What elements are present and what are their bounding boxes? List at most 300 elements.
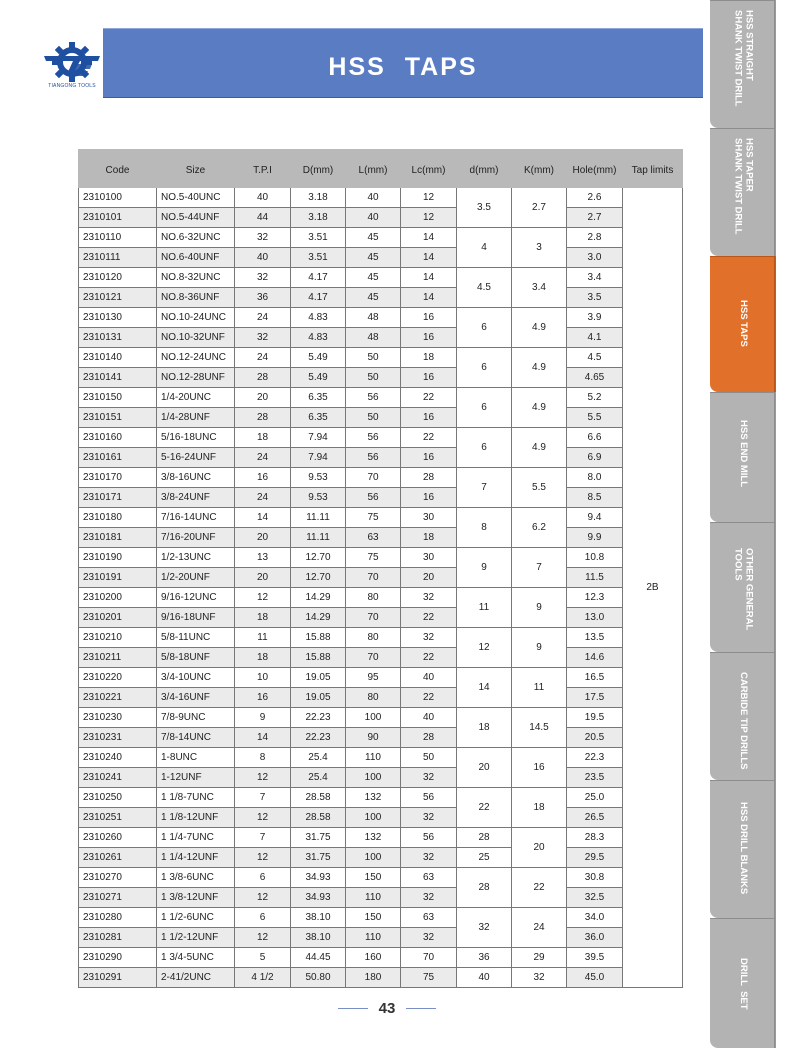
cell-d-large: 12.70	[291, 548, 346, 568]
cell-tpi: 44	[235, 208, 291, 228]
cell-hole: 6.9	[567, 448, 623, 468]
cell-d-large: 12.70	[291, 568, 346, 588]
cell-tpi: 24	[235, 308, 291, 328]
cell-hole: 13.0	[567, 608, 623, 628]
cell-lc: 32	[401, 888, 457, 908]
cell-code: 2310201	[79, 608, 157, 628]
cell-size: NO.12-28UNF	[157, 368, 235, 388]
cell-tpi: 8	[235, 748, 291, 768]
cell-lc: 16	[401, 488, 457, 508]
cell-d-large: 3.51	[291, 228, 346, 248]
cell-tpi: 28	[235, 368, 291, 388]
cell-hole: 2.7	[567, 208, 623, 228]
cell-lc: 63	[401, 868, 457, 888]
table-row	[79, 788, 683, 808]
cell-hole: 5.5	[567, 408, 623, 428]
cell-size: 2-41/2UNC	[157, 968, 235, 988]
cell-d-large: 34.93	[291, 888, 346, 908]
cell-size: 5/16-18UNC	[157, 428, 235, 448]
cell-l: 100	[346, 708, 401, 728]
table-row	[79, 288, 683, 308]
cell-d-large: 4.83	[291, 308, 346, 328]
cell-lc: 30	[401, 548, 457, 568]
cell-size: NO.12-24UNC	[157, 348, 235, 368]
table-row	[79, 828, 683, 848]
cell-hole: 4.5	[567, 348, 623, 368]
cell-code: 2310241	[79, 768, 157, 788]
table-row	[79, 248, 683, 268]
cell-code: 2310250	[79, 788, 157, 808]
table-row	[79, 448, 683, 468]
cell-d-large: 28.58	[291, 788, 346, 808]
table-row	[79, 528, 683, 548]
table-row	[79, 468, 683, 488]
cell-d-large: 19.05	[291, 668, 346, 688]
cell-d-large: 15.88	[291, 628, 346, 648]
cell-d-small: 14	[457, 668, 512, 708]
cell-size: NO.10-24UNC	[157, 308, 235, 328]
cell-lc: 12	[401, 208, 457, 228]
cell-code: 2310280	[79, 908, 157, 928]
table-row	[79, 608, 683, 628]
tab-label: HSS DRILL BLANKS	[737, 802, 749, 895]
cell-lc: 14	[401, 268, 457, 288]
table-row	[79, 188, 683, 208]
tab-hss-end-mill[interactable]	[710, 392, 776, 522]
cell-k: 4.9	[512, 348, 567, 388]
cell-d-small: 4	[457, 228, 512, 268]
cell-tpi: 32	[235, 228, 291, 248]
cell-k: 9	[512, 588, 567, 628]
cell-lc: 50	[401, 748, 457, 768]
cell-d-small: 36	[457, 948, 512, 968]
cell-code: 2310270	[79, 868, 157, 888]
table-row	[79, 648, 683, 668]
cell-code: 2310110	[79, 228, 157, 248]
cell-code: 2310220	[79, 668, 157, 688]
cell-code: 2310180	[79, 508, 157, 528]
cell-hole: 2.8	[567, 228, 623, 248]
cell-code: 2310150	[79, 388, 157, 408]
cell-code: 2310161	[79, 448, 157, 468]
cell-l: 70	[346, 568, 401, 588]
tab-label: HSS TAPER SHANK TWIST DRILL	[732, 138, 755, 235]
table-row	[79, 688, 683, 708]
cell-tpi: 14	[235, 508, 291, 528]
cell-d-large: 7.94	[291, 428, 346, 448]
cell-lc: 40	[401, 668, 457, 688]
cell-d-large: 38.10	[291, 908, 346, 928]
tab-label: HSS STRAIGHT SHANK TWIST DRILL	[732, 10, 755, 107]
cell-code: 2310191	[79, 568, 157, 588]
cell-lc: 16	[401, 328, 457, 348]
cell-tpi: 12	[235, 808, 291, 828]
table-row	[79, 328, 683, 348]
cell-d-large: 25.4	[291, 748, 346, 768]
cell-hole: 13.5	[567, 628, 623, 648]
table-row	[79, 728, 683, 748]
table-row	[79, 348, 683, 368]
cell-tpi: 36	[235, 288, 291, 308]
cell-size: 1 1/4-12UNF	[157, 848, 235, 868]
cell-d-large: 28.58	[291, 808, 346, 828]
cell-d-small: 3.5	[457, 188, 512, 228]
cell-size: 5/8-11UNC	[157, 628, 235, 648]
cell-d-large: 31.75	[291, 848, 346, 868]
cell-k: 11	[512, 668, 567, 708]
cell-size: 1 3/8-12UNF	[157, 888, 235, 908]
cell-lc: 14	[401, 228, 457, 248]
table-row	[79, 408, 683, 428]
tab-label: OTHER GENERAL TOOLS	[732, 548, 755, 631]
cell-d-small: 20	[457, 748, 512, 788]
table-row	[79, 228, 683, 248]
cell-l: 75	[346, 548, 401, 568]
cell-d-large: 14.29	[291, 588, 346, 608]
cell-code: 2310211	[79, 648, 157, 668]
cell-size: NO.5-44UNF	[157, 208, 235, 228]
cell-d-small: 9	[457, 548, 512, 588]
cell-hole: 14.6	[567, 648, 623, 668]
cell-size: 1-8UNC	[157, 748, 235, 768]
table-row	[79, 568, 683, 588]
cell-l: 110	[346, 928, 401, 948]
cell-lc: 16	[401, 368, 457, 388]
cell-hole: 25.0	[567, 788, 623, 808]
cell-lc: 12	[401, 188, 457, 208]
cell-size: 1 1/8-12UNF	[157, 808, 235, 828]
cell-k: 16	[512, 748, 567, 788]
cell-l: 56	[346, 428, 401, 448]
cell-l: 160	[346, 948, 401, 968]
cell-hole: 3.0	[567, 248, 623, 268]
cell-hole: 45.0	[567, 968, 623, 988]
cell-size: NO.6-32UNC	[157, 228, 235, 248]
cell-code: 2310231	[79, 728, 157, 748]
cell-tap-limits: 2B	[623, 188, 683, 988]
cell-tpi: 12	[235, 888, 291, 908]
cell-code: 2310130	[79, 308, 157, 328]
tab-drill-set[interactable]	[710, 918, 776, 1048]
cell-d-small: 12	[457, 628, 512, 668]
cell-code: 2310240	[79, 748, 157, 768]
tab-label: HSS END MILL	[737, 420, 749, 488]
cell-d-large: 50.80	[291, 968, 346, 988]
cell-l: 45	[346, 288, 401, 308]
cell-l: 50	[346, 348, 401, 368]
page-number: 43	[378, 1000, 396, 1017]
cell-tpi: 18	[235, 428, 291, 448]
cell-size: 3/4-10UNC	[157, 668, 235, 688]
cell-size: NO.10-32UNF	[157, 328, 235, 348]
cell-d-large: 4.83	[291, 328, 346, 348]
header-tpi: T.P.I	[235, 150, 291, 188]
cell-k: 6.2	[512, 508, 567, 548]
cell-tpi: 12	[235, 928, 291, 948]
cell-d-large: 5.49	[291, 348, 346, 368]
cell-d-large: 15.88	[291, 648, 346, 668]
cell-l: 100	[346, 768, 401, 788]
cell-tpi: 14	[235, 728, 291, 748]
table-row	[79, 708, 683, 728]
cell-code: 2310190	[79, 548, 157, 568]
cell-lc: 28	[401, 468, 457, 488]
cell-code: 2310260	[79, 828, 157, 848]
cell-l: 90	[346, 728, 401, 748]
cell-d-large: 3.18	[291, 208, 346, 228]
cell-tpi: 6	[235, 908, 291, 928]
cell-l: 150	[346, 868, 401, 888]
cell-l: 75	[346, 508, 401, 528]
table-body	[79, 188, 683, 988]
cell-k: 29	[512, 948, 567, 968]
cell-l: 40	[346, 208, 401, 228]
cell-hole: 8.0	[567, 468, 623, 488]
cell-tpi: 16	[235, 468, 291, 488]
table-row	[79, 748, 683, 768]
cell-hole: 34.0	[567, 908, 623, 928]
cell-lc: 22	[401, 648, 457, 668]
cell-size: 7/8-14UNC	[157, 728, 235, 748]
cell-d-small: 25	[457, 848, 512, 868]
cell-lc: 56	[401, 788, 457, 808]
cell-lc: 32	[401, 768, 457, 788]
header-d-large: D(mm)	[291, 150, 346, 188]
cell-size: 1-12UNF	[157, 768, 235, 788]
cell-tpi: 20	[235, 528, 291, 548]
cell-d-small: 6	[457, 308, 512, 348]
table-row	[79, 868, 683, 888]
tab-carbide-tip-drills[interactable]	[710, 652, 776, 780]
cell-lc: 14	[401, 288, 457, 308]
cell-l: 56	[346, 488, 401, 508]
cell-code: 2310281	[79, 928, 157, 948]
cell-lc: 32	[401, 848, 457, 868]
cell-k: 2.7	[512, 188, 567, 228]
table-row	[79, 628, 683, 648]
cell-tpi: 4 1/2	[235, 968, 291, 988]
cell-lc: 32	[401, 928, 457, 948]
header-size: Size	[157, 150, 235, 188]
cell-tpi: 10	[235, 668, 291, 688]
cell-k: 22	[512, 868, 567, 908]
cell-hole: 2.6	[567, 188, 623, 208]
cell-lc: 20	[401, 568, 457, 588]
cell-tpi: 28	[235, 408, 291, 428]
cell-hole: 4.1	[567, 328, 623, 348]
cell-l: 95	[346, 668, 401, 688]
cell-hole: 12.3	[567, 588, 623, 608]
cell-hole: 9.9	[567, 528, 623, 548]
cell-tpi: 7	[235, 828, 291, 848]
cell-hole: 32.5	[567, 888, 623, 908]
cell-tpi: 24	[235, 488, 291, 508]
cell-hole: 3.5	[567, 288, 623, 308]
cell-d-small: 18	[457, 708, 512, 748]
table-row	[79, 548, 683, 568]
table-row	[79, 488, 683, 508]
cell-hole: 9.4	[567, 508, 623, 528]
cell-size: 7/16-14UNC	[157, 508, 235, 528]
header-code: Code	[79, 150, 157, 188]
cell-tpi: 18	[235, 608, 291, 628]
header-k: K(mm)	[512, 150, 567, 188]
page-title: HSS TAPS	[328, 53, 478, 81]
cell-tpi: 13	[235, 548, 291, 568]
cell-lc: 32	[401, 808, 457, 828]
cell-d-large: 19.05	[291, 688, 346, 708]
tab-hss-taper-shank-twist-drill[interactable]	[710, 128, 776, 256]
cell-code: 2310121	[79, 288, 157, 308]
cell-k: 32	[512, 968, 567, 988]
cell-size: 5-16-24UNF	[157, 448, 235, 468]
cell-lc: 18	[401, 528, 457, 548]
table-row	[79, 888, 683, 908]
cell-code: 2310291	[79, 968, 157, 988]
header-hole: Hole(mm)	[567, 150, 623, 188]
table-row	[79, 388, 683, 408]
cell-d-small: 6	[457, 428, 512, 468]
cell-l: 63	[346, 528, 401, 548]
cell-k: 4.9	[512, 308, 567, 348]
cell-code: 2310131	[79, 328, 157, 348]
header-tap-limits: Tap limits	[623, 150, 683, 188]
cell-code: 2310181	[79, 528, 157, 548]
cell-code: 2310170	[79, 468, 157, 488]
cell-k: 4.9	[512, 388, 567, 428]
cell-tpi: 16	[235, 688, 291, 708]
table-row	[79, 588, 683, 608]
cell-k: 3	[512, 228, 567, 268]
cell-lc: 40	[401, 708, 457, 728]
cell-k: 24	[512, 908, 567, 948]
cell-d-small: 8	[457, 508, 512, 548]
cell-hole: 30.8	[567, 868, 623, 888]
cell-d-small: 11	[457, 588, 512, 628]
cell-code: 2310151	[79, 408, 157, 428]
cell-k: 4.9	[512, 428, 567, 468]
cell-hole: 10.8	[567, 548, 623, 568]
cell-hole: 19.5	[567, 708, 623, 728]
cell-d-large: 34.93	[291, 868, 346, 888]
taps-table-container	[78, 149, 682, 988]
cell-lc: 32	[401, 628, 457, 648]
cell-l: 110	[346, 748, 401, 768]
cell-size: 5/8-18UNF	[157, 648, 235, 668]
cell-tpi: 32	[235, 328, 291, 348]
cell-lc: 16	[401, 408, 457, 428]
cell-hole: 3.4	[567, 268, 623, 288]
cell-tpi: 18	[235, 648, 291, 668]
cell-d-small: 7	[457, 468, 512, 508]
cell-code: 2310141	[79, 368, 157, 388]
cell-hole: 22.3	[567, 748, 623, 768]
cell-code: 2310120	[79, 268, 157, 288]
cell-size: 1 1/2-6UNC	[157, 908, 235, 928]
cell-d-small: 22	[457, 788, 512, 828]
cell-d-small: 28	[457, 828, 512, 848]
cell-d-large: 6.35	[291, 388, 346, 408]
cell-tpi: 9	[235, 708, 291, 728]
cell-lc: 22	[401, 388, 457, 408]
logo-text: TIANGONG TOOLS	[48, 83, 96, 89]
cell-code: 2310140	[79, 348, 157, 368]
cell-d-small: 40	[457, 968, 512, 988]
cell-size: NO.8-36UNF	[157, 288, 235, 308]
cell-lc: 70	[401, 948, 457, 968]
cell-l: 80	[346, 588, 401, 608]
cell-hole: 23.5	[567, 768, 623, 788]
cell-d-small: 4.5	[457, 268, 512, 308]
tab-other-general-tools[interactable]	[710, 522, 776, 652]
cell-l: 180	[346, 968, 401, 988]
cell-size: 1/2-13UNC	[157, 548, 235, 568]
tab-hss-straight-shank-twist-drill[interactable]	[710, 0, 776, 128]
cell-code: 2310111	[79, 248, 157, 268]
cell-lc: 32	[401, 588, 457, 608]
cell-size: NO.5-40UNC	[157, 188, 235, 208]
cell-d-small: 6	[457, 388, 512, 428]
cell-tpi: 12	[235, 768, 291, 788]
cell-d-small: 28	[457, 868, 512, 908]
cell-code: 2310261	[79, 848, 157, 868]
cell-l: 150	[346, 908, 401, 928]
cell-size: 1/4-28UNF	[157, 408, 235, 428]
cell-d-large: 5.49	[291, 368, 346, 388]
cell-l: 48	[346, 328, 401, 348]
cell-size: 1 3/8-6UNC	[157, 868, 235, 888]
cell-l: 110	[346, 888, 401, 908]
cell-hole: 17.5	[567, 688, 623, 708]
tab-hss-taps[interactable]	[710, 256, 776, 392]
cell-d-large: 22.23	[291, 728, 346, 748]
cell-size: 9/16-18UNF	[157, 608, 235, 628]
table-row	[79, 428, 683, 448]
cell-size: 3/4-16UNF	[157, 688, 235, 708]
cell-hole: 8.5	[567, 488, 623, 508]
cell-hole: 3.9	[567, 308, 623, 328]
cell-code: 2310221	[79, 688, 157, 708]
cell-hole: 11.5	[567, 568, 623, 588]
cell-tpi: 40	[235, 188, 291, 208]
cell-l: 40	[346, 188, 401, 208]
cell-k: 18	[512, 788, 567, 828]
cell-d-large: 3.51	[291, 248, 346, 268]
tab-hss-drill-blanks[interactable]	[710, 780, 776, 918]
cell-code: 2310290	[79, 948, 157, 968]
cell-hole: 36.0	[567, 928, 623, 948]
table-row	[79, 948, 683, 968]
table-row	[79, 768, 683, 788]
cell-lc: 16	[401, 308, 457, 328]
cell-code: 2310200	[79, 588, 157, 608]
cell-lc: 16	[401, 448, 457, 468]
cell-tpi: 24	[235, 448, 291, 468]
cell-size: 1 1/4-7UNC	[157, 828, 235, 848]
cell-hole: 16.5	[567, 668, 623, 688]
cell-k: 20	[512, 828, 567, 868]
cell-size: 1 1/2-12UNF	[157, 928, 235, 948]
cell-d-large: 6.35	[291, 408, 346, 428]
cell-l: 100	[346, 808, 401, 828]
cell-l: 70	[346, 608, 401, 628]
table-row	[79, 928, 683, 948]
cell-hole: 26.5	[567, 808, 623, 828]
cell-l: 48	[346, 308, 401, 328]
cell-size: 3/8-24UNF	[157, 488, 235, 508]
cell-k: 5.5	[512, 468, 567, 508]
cell-d-large: 44.45	[291, 948, 346, 968]
